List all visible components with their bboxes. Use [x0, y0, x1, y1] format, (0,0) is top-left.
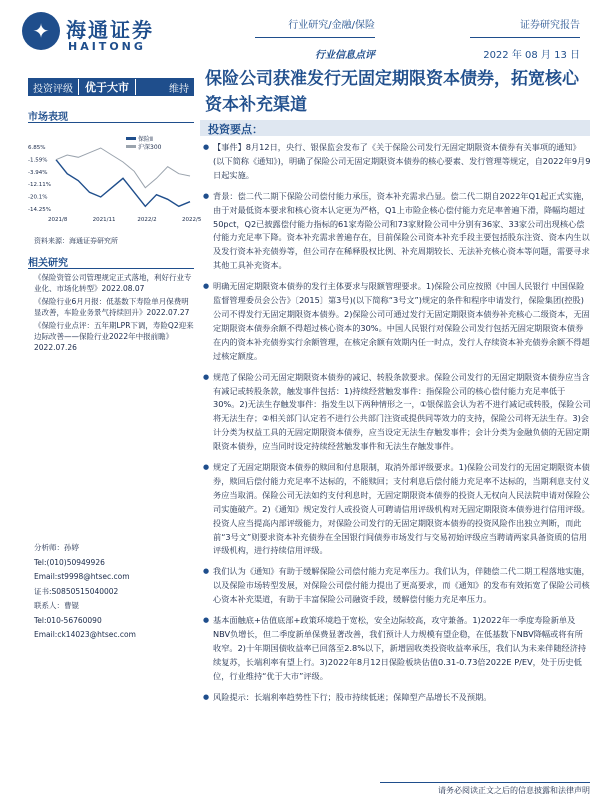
market-heading: 市场表现 — [28, 112, 68, 123]
kp-paragraph: ● 规范了保险公司无固定期限资本债券的减记、转股条款要求。保险公司发行的无固定期限资本债券应当含有减记或转股条款，触发事件包括：1)持续经营触发事件：指保险公司的核心偿付能力充足率低于30%。2)无法生存触发事件：指发生以下两种情形之一，①银保监会认为若不进行减记或转股，保险公司将无法生存；②相关部门认定若不进行公共部门注资或提供同等效力的支持，保险公司将无法生存。3)会计分类为权益工具的无固定期限资本债券，应当设定无法生存触发事件；会计分类为金融负债的无固定期限资本债券，应当同时设定持续经营触发事件和无法生存触发事件。 — [213, 371, 591, 454]
rating-label: 投资评级 — [33, 83, 73, 95]
y-tick-label: -12.11% — [28, 182, 51, 189]
contact-name: 联系人：曹锟 — [34, 601, 79, 610]
contact-email[interactable]: Email:ck14023@htsec.com — [34, 630, 136, 639]
kp-paragraph: ● 基本面触底+估值底部+政策环境趋于宽松，安全边际较高，攻守兼备。1)2022年一季度寿险新单及NBV负增长，但二季度新单保费显著改善，我们预计人力规模有望企稳，在低基数下NBV降幅或将有所收窄。2)十年期国债收益率已回落至2.8%以下，新增固收类投资收益率承压，我们认为未来伴随经济持续复苏，长端利率有望上行。3)2022年8月12日保险板块估值0.31-0.73倍2022E P/EV，处于历史低位，行业维持“优于大市”评级。 — [213, 614, 591, 684]
footer-disclaimer: 请务必阅读正文之后的信息披露和法律声明 — [438, 786, 590, 795]
contact-tel: Tel:010-56760090 — [34, 615, 102, 625]
x-tick-label: 2022/2 — [137, 217, 157, 223]
rating-value: 优于大市 — [78, 79, 136, 95]
y-tick-label: -14.25% — [28, 207, 51, 213]
key-points-header — [200, 120, 590, 136]
related-item[interactable]: 《保险行业6月月报：低基数下寿险单月保费明显改善，车险业务景气持续回升》2022.07.27 — [34, 297, 190, 317]
legend-series-1: 保险Ⅱ — [138, 136, 153, 143]
company-logo — [22, 12, 172, 58]
kp-paragraph: ● 风险提示：长端利率趋势性下行；股市持续低迷；保障型产品增长不及预期。 — [213, 691, 591, 705]
report-title: 保险公司获准发行无固定期限资本债券，拓宽核心资本补充渠道 — [205, 69, 579, 115]
x-tick-label: 2021/11 — [92, 217, 116, 223]
related-item[interactable]: 《保险资管公司管理规定正式落地，利好行业专业化、市场化转型》2022.08.07 — [34, 273, 192, 293]
series-line — [56, 160, 190, 207]
key-points-body — [213, 141, 591, 712]
analyst-contacts — [34, 541, 194, 643]
logo-emblem-icon: ✦ — [22, 12, 60, 50]
market-chart — [28, 135, 202, 225]
key-points-heading: 投资要点： — [208, 123, 263, 136]
analyst-email[interactable]: Email:st9998@htsec.com — [34, 572, 130, 581]
market-divider — [28, 122, 194, 123]
rating-status: 维持 — [169, 83, 189, 95]
footer-divider — [380, 782, 590, 783]
report-category-block — [255, 16, 375, 61]
legend-series-2: 沪深300 — [138, 144, 162, 151]
kp-paragraph: ● 【事件】8月12日，央行、银保监会发布了《关于保险公司发行无固定期限资本债券有关事项的通知》(以下简称《通知》)，明确了保险公司无固定期限资本债券的核心要素、发行管理等规定，自2022年9月9日起实施。 — [213, 141, 591, 183]
related-divider — [28, 268, 194, 269]
logo-english-name: HAITONG — [68, 40, 146, 53]
kp-paragraph: ● 背景：偿二代二期下保险公司偿付能力承压，资本补充需求凸显。偿二代二期自2022年Q1起正式实施，由于对最低资本要求和核心资本认定更为严格，Q1上市险企核心偿付能力充足率普遍下滑，降幅均超过50pct，Q2已披露偿付能力指标的61家寿险公司和73家财险公司中分别有36家、33家公司出现核心偿付能力充足率下降。资本补充需求普遍存在，目前保险公司资本补充手段主要包括股东注资、资本内生以及发行资本补充债券等，但公司存在稀释股权比例、补充周期较长、无法补充核心资本等问题，需要寻求其他工具补充资本。 — [213, 190, 591, 273]
y-tick-label: 6.85% — [28, 145, 46, 151]
y-tick-label: -1.59% — [28, 157, 48, 164]
series-line — [56, 148, 190, 188]
analyst-name: 分析师：孙婷 — [34, 543, 79, 552]
report-category: 行业研究/金融/保险 — [255, 16, 375, 38]
related-item[interactable]: 《保险行业点评：五年期LPR下调，寿险Q2迎来边际改善——保险行业2022年中报前瞻》2022.07.26 — [34, 321, 194, 352]
analyst-tel: Tel:(010)50949926 — [34, 557, 105, 567]
kp-paragraph: ● 规定了无固定期限资本债券的赎回和付息限制，取消外部评级要求。1)保险公司发行的无固定期限资本债券，赎回后偿付能力充足率不达标的，不能赎回；支付利息后偿付能力充足率不达标的，当期利息支付义务应当取消。保险公司无法如约支付利息时，无固定期限资本债券的投资人无权向人民法院申请对保险公司实施破产。2)《通知》规定发行人或投资人可聘请信用评级机构对无固定期限资本债券进行信用评级。投资人应当提高内部评级能力，对保险公司发行的无固定期限资本债券的投资风险作出独立判断，而此前“3号文”则要求资本补充债券在全国银行间债券市场发行与交易初始评级应当聘请两家具备资质的信用评级机构，进行持续信用评级。 — [213, 461, 591, 558]
related-heading: 相关研究 — [28, 258, 68, 269]
y-tick-label: -20.1% — [28, 194, 48, 201]
report-date: 2022 年 08 月 13 日 — [483, 50, 580, 61]
doc-kind: 证券研究报告 — [470, 16, 580, 38]
kp-paragraph: ● 明确无固定期限资本债券的发行主体要求与限额管理要求。1)保险公司应按照《中国人民银行 中国保险监督管理委员会公告》〔2015〕第3号)(以下简称“3号文”)规定的条件和程序申请发行，保险集团(控股)公司不得发行无固定期限资本债券。2)保险公司可通过发行无固定期限资本债券补充核心二级资本，无固定期限资本债券余额不得超过核心资本的30%。中国人民银行对保险公司发行包括无固定期限资本债券在内的资本补充债券实行余额管理，在核定余额有效期内任一时点，发行人存续资本补充债券余额不得超过核定额度。 — [213, 280, 591, 363]
analyst-cert: 证书:S0850515040002 — [34, 586, 119, 596]
report-type: 行业信息点评 — [315, 50, 375, 61]
chart-source: 资料来源：海通证券研究所 — [34, 237, 118, 245]
y-tick-label: -3.94% — [28, 169, 48, 176]
report-meta-block — [470, 16, 580, 61]
x-tick-label: 2022/5 — [182, 217, 202, 223]
logo-chinese-name: 海通证券 — [66, 18, 154, 42]
kp-paragraph: ● 我们认为《通知》有助于缓解保险公司偿付能力充足率压力。我们认为，伴随偿二代二期工程落地实施，以及保险市场转型发展，对保险公司偿付能力提出了更高要求，而《通知》的发布有效拓宽了保险公司核心资本补充渠道，有助于丰富保险公司融资手段，缓解偿付能力充足率压力。 — [213, 565, 591, 607]
related-list — [34, 272, 194, 355]
x-tick-label: 2021/8 — [48, 217, 68, 223]
investment-rating — [28, 78, 194, 96]
